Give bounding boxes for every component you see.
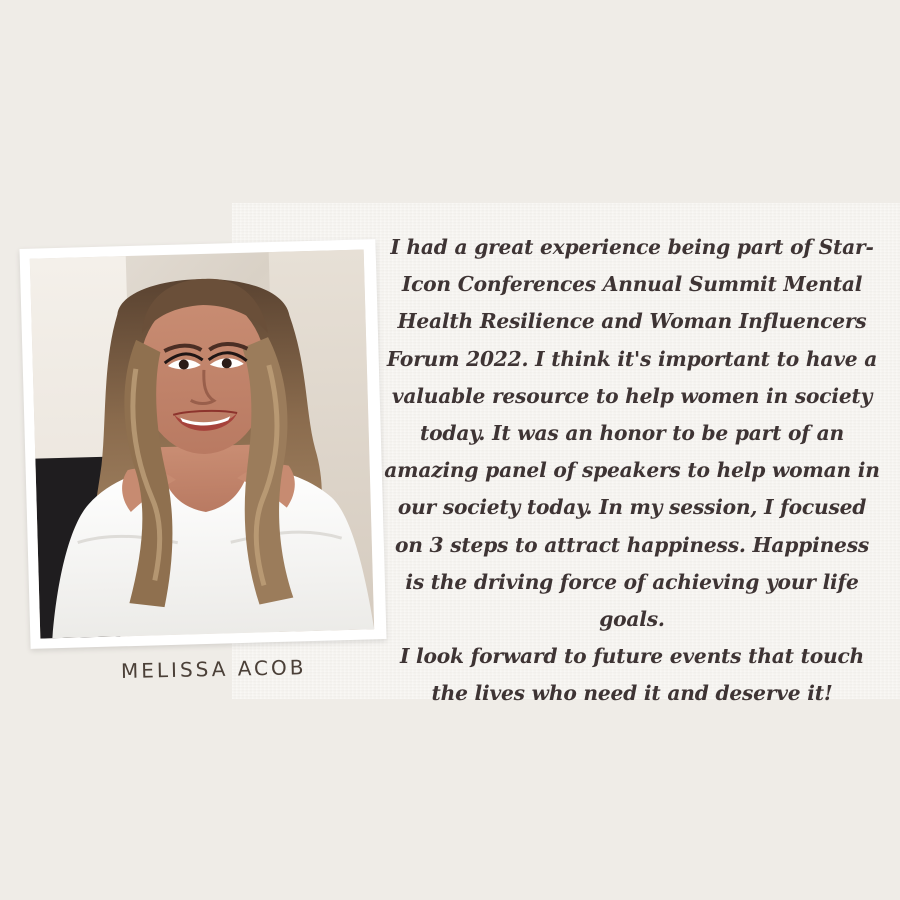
photo-frame xyxy=(19,239,386,649)
testimonial-quote xyxy=(384,229,880,713)
testimonial-paragraph-1: I had a great experience being part of Star-Icon Conferences Annual Summit Mental Health Resilience and Woman Influencers Forum 2022. I think it's important to have a valuable resource to help women in society today. It was an honor to be part of an amazing panel of speakers to help woman in our society today. In my session, I focused on 3 steps to attract happiness. Happiness is the driving force of achieving your life goals. xyxy=(384,235,880,632)
portrait-photo xyxy=(30,249,374,638)
author-name: MELISSA ACOB xyxy=(120,655,307,683)
testimonial-paragraph-2: I look forward to future events that touch the lives who need it and deserve it! xyxy=(399,644,865,706)
portrait-illustration xyxy=(30,249,374,638)
